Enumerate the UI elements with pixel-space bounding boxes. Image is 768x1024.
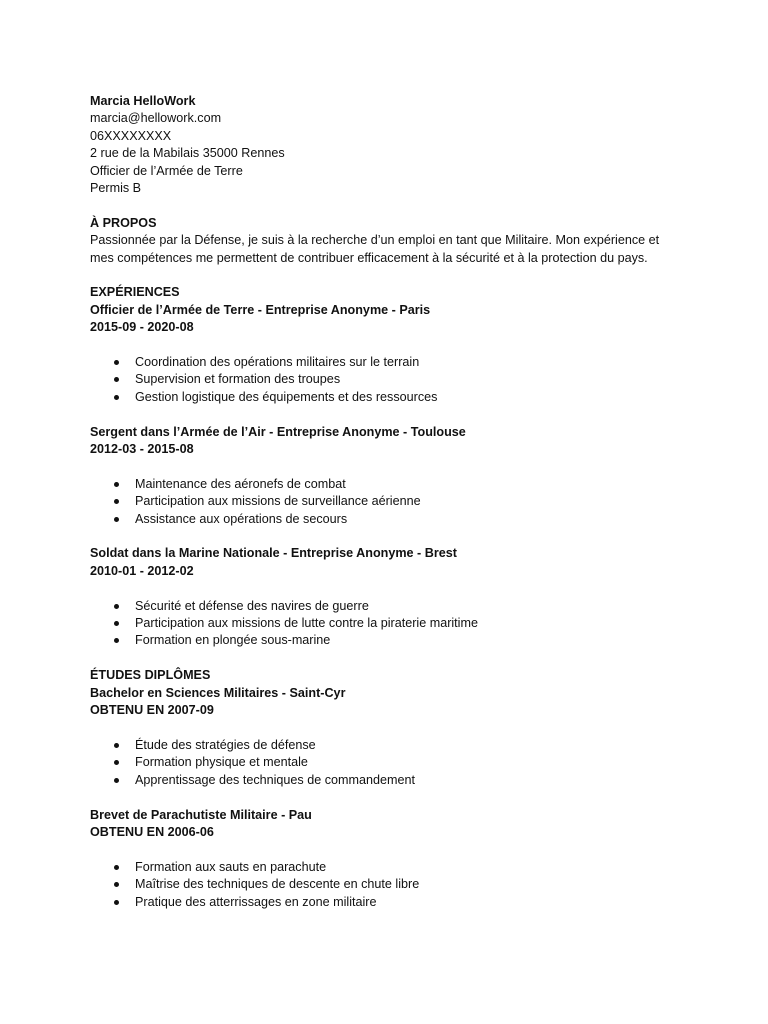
list-item (90, 476, 670, 493)
list-item (90, 598, 670, 615)
candidate-license: Permis B (90, 181, 142, 196)
list-item (90, 632, 670, 649)
spacer (90, 267, 670, 284)
candidate-email: marcia@hellowork.com (90, 111, 222, 126)
list-item-text: Étude des stratégies de défense (135, 737, 316, 752)
list-item (90, 876, 670, 893)
experience-title: Officier de l’Armée de Terre - Entreprise Anonyme - Paris (90, 302, 431, 317)
bullet-icon (114, 377, 119, 382)
experience-dates: 2015-09 - 2020-08 (90, 320, 194, 335)
candidate-title: Officier de l’Armée de Terre (90, 163, 243, 178)
bullet-icon (114, 517, 119, 522)
education-title: Brevet de Parachutiste Militaire - Pau (90, 807, 312, 822)
about-heading: À PROPOS (90, 215, 157, 230)
resume-content (90, 93, 670, 911)
education-details (90, 737, 670, 789)
list-item-text: Maintenance des aéronefs de combat (135, 476, 346, 491)
bullet-icon (114, 499, 119, 504)
list-item (90, 754, 670, 771)
bullet-icon (114, 760, 119, 765)
spacer (90, 789, 670, 806)
bullet-icon (114, 778, 119, 783)
experience-tasks (90, 354, 670, 406)
spacer (90, 580, 670, 597)
list-item-text: Formation physique et mentale (135, 755, 308, 770)
experiences-heading: EXPÉRIENCES (90, 285, 180, 300)
candidate-phone: 06XXXXXXXX (90, 128, 172, 143)
spacer (90, 458, 670, 475)
education-dates: OBTENU EN 2006-06 (90, 824, 214, 839)
bullet-icon (114, 621, 119, 626)
list-item-text: Sécurité et défense des navires de guerre (135, 598, 369, 613)
education-entry (90, 685, 670, 789)
list-item-text: Assistance aux opérations de secours (135, 511, 348, 526)
list-item-text: Supervision et formation des troupes (135, 372, 341, 387)
list-item (90, 389, 670, 406)
experience-dates: 2010-01 - 2012-02 (90, 563, 194, 578)
spacer (90, 337, 670, 354)
education-dates: OBTENU EN 2007-09 (90, 703, 214, 718)
list-item-text: Apprentissage des techniques de commandement (135, 772, 416, 787)
experience-dates: 2012-03 - 2015-08 (90, 442, 194, 457)
experience-tasks (90, 476, 670, 528)
education-title: Bachelor en Sciences Militaires - Saint-Cyr (90, 685, 346, 700)
list-item-text: Gestion logistique des équipements et des ressources (135, 389, 438, 404)
bullet-icon (114, 604, 119, 609)
list-item (90, 894, 670, 911)
experience-entry (90, 424, 670, 528)
list-item (90, 371, 670, 388)
spacer (90, 650, 670, 667)
list-item (90, 615, 670, 632)
list-item (90, 511, 670, 528)
spacer (90, 720, 670, 737)
list-item (90, 493, 670, 510)
candidate-name: Marcia HelloWork (90, 94, 196, 108)
bullet-icon (114, 882, 119, 887)
list-item-text: Participation aux missions de lutte contre la piraterie maritime (135, 616, 478, 631)
bullet-icon (114, 638, 119, 643)
experience-title: Soldat dans la Marine Nationale - Entreprise Anonyme - Brest (90, 546, 457, 561)
experience-title: Sergent dans l’Armée de l’Air - Entreprise Anonyme - Toulouse (90, 424, 466, 439)
experience-tasks (90, 598, 670, 650)
list-item-text: Participation aux missions de surveillance aérienne (135, 494, 421, 509)
bullet-icon (114, 743, 119, 748)
education-entry (90, 807, 670, 911)
bullet-icon (114, 482, 119, 487)
spacer (90, 197, 670, 214)
list-item (90, 859, 670, 876)
spacer (90, 841, 670, 858)
experience-entry (90, 545, 670, 649)
about-text-line-2: mes compétences me permettent de contribuer efficacement à la sécurité et à la protection du pays. (90, 250, 648, 265)
list-item (90, 354, 670, 371)
bullet-icon (114, 900, 119, 905)
bullet-icon (114, 865, 119, 870)
experience-entry (90, 302, 670, 406)
list-item-text: Formation aux sauts en parachute (135, 859, 327, 874)
list-item (90, 772, 670, 789)
list-item-text: Maîtrise des techniques de descente en chute libre (135, 877, 420, 892)
list-item-text: Formation en plongée sous-marine (135, 633, 331, 648)
list-item-text: Coordination des opérations militaires sur le terrain (135, 355, 420, 370)
education-heading: ÉTUDES DIPLÔMES (90, 668, 211, 683)
candidate-address: 2 rue de la Mabilais 35000 Rennes (90, 146, 285, 161)
list-item-text: Pratique des atterrissages en zone militaire (135, 894, 377, 909)
list-item (90, 737, 670, 754)
bullet-icon (114, 395, 119, 400)
about-text-line-1: Passionnée par la Défense, je suis à la recherche d’un emploi en tant que Militaire. Mon expérience et (90, 233, 660, 248)
bullet-icon (114, 360, 119, 365)
spacer (90, 406, 670, 423)
education-details (90, 859, 670, 911)
spacer (90, 528, 670, 545)
